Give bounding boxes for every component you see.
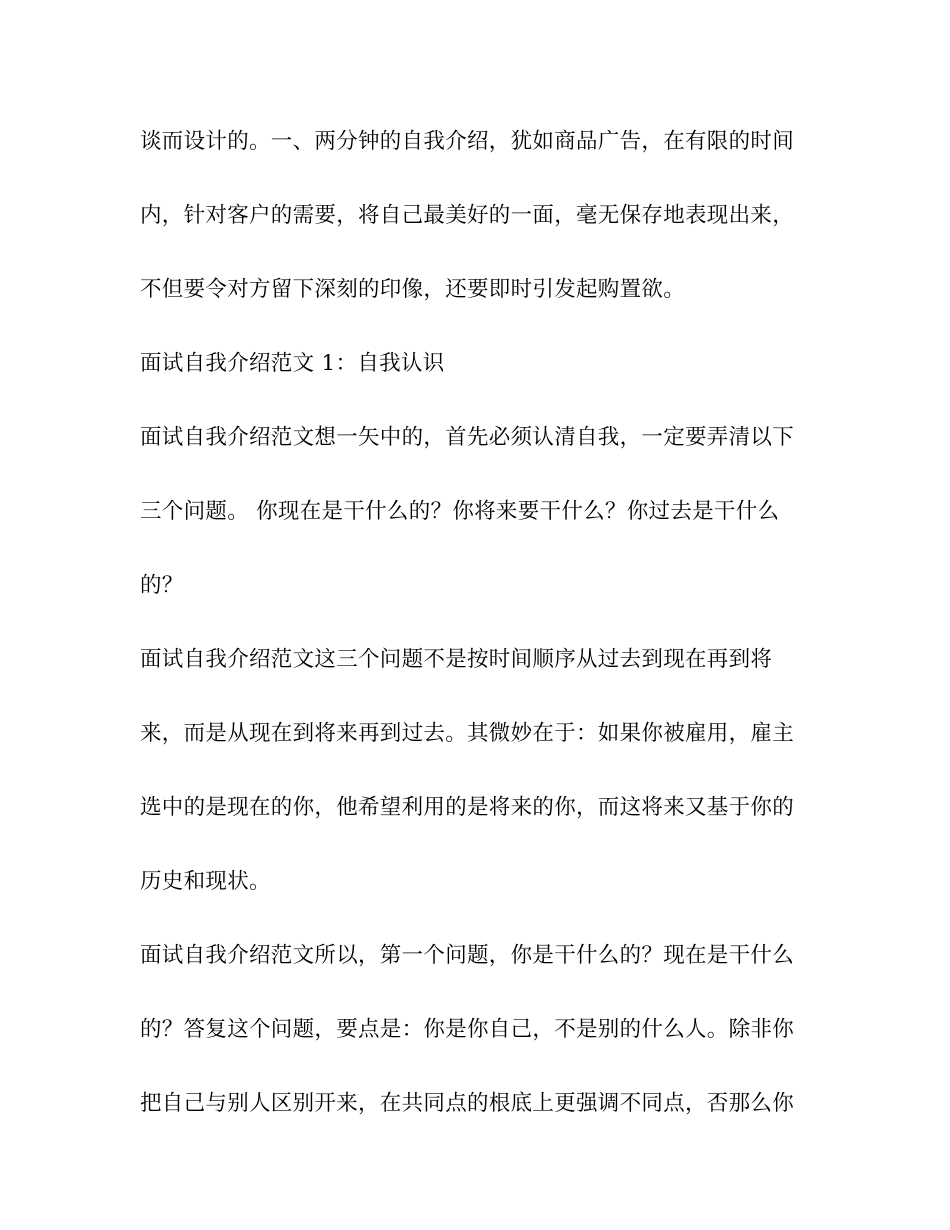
text-line: 把自己与别人区别开来，在共同点的根底上更强调不同点，否那么你	[140, 1091, 795, 1116]
section-heading: 面试自我介绍范文 1：自我认识	[140, 351, 445, 376]
text-line: 历史和现状。	[140, 869, 271, 894]
text-line: 的？	[140, 573, 184, 598]
text-line: 不但要令对方留下深刻的印像，还要即时引发起购置欲。	[140, 277, 686, 302]
text-line: 面试自我介绍范文这三个问题不是按时间顺序从过去到现在再到将	[140, 647, 773, 672]
text-line: 内，针对客户的需要，将自己最美好的一面，毫无保存地表现出来，	[140, 203, 795, 228]
text-line: 谈而设计的。一、两分钟的自我介绍，犹如商品广告，在有限的时间	[140, 129, 795, 154]
text-line: 面试自我介绍范文想一矢中的，首先必须认清自我，一定要弄清以下	[140, 425, 795, 450]
text-line: 的？答复这个问题，要点是：你是你自己，不是别的什么人。除非你	[140, 1017, 795, 1042]
text-line: 来，而是从现在到将来再到过去。其微妙在于：如果你被雇用，雇主	[140, 721, 795, 746]
text-line: 三个问题。 你现在是干什么的？你将来要干什么？你过去是干什么	[140, 499, 780, 524]
text-line: 选中的是现在的你，他希望利用的是将来的你，而这将来又基于你的	[140, 795, 795, 820]
text-line: 面试自我介绍范文所以，第一个问题，你是干什么的？现在是干什么	[140, 943, 795, 968]
